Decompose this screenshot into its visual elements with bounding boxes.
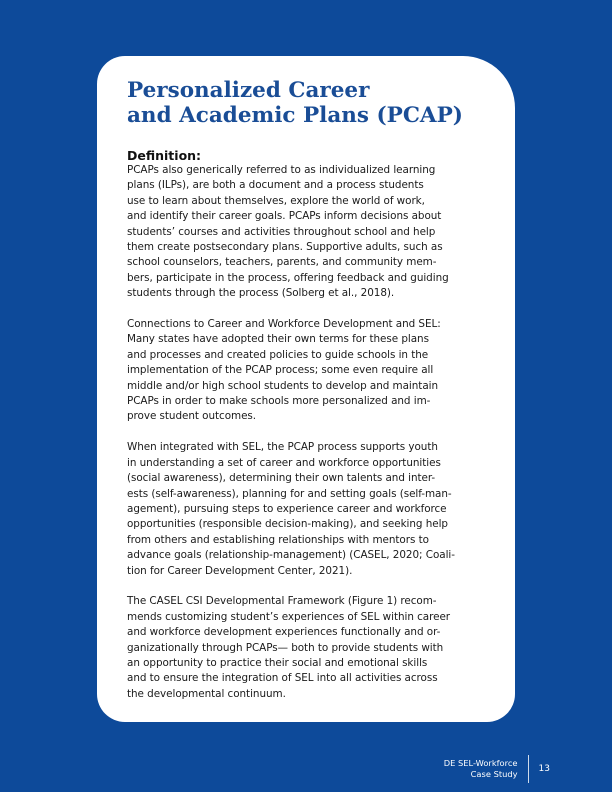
body-text xyxy=(127,163,511,718)
page-footer xyxy=(444,755,550,783)
paragraph-definition: PCAPs also generically referred to as individualized learning plans (ILPs), are both a document and a process students use to learn about themselves, explore the world of work, and identify their career goals. PCAPs inform decisions about students’ courses and activities throughout school and help them create postsecondary plans. Supportive adults, such as school counselors, teachers, parents, and community mem- bers, participate in the process, offering feedback and guiding students through the process (Solberg et al., 2018). xyxy=(127,164,449,300)
content-card xyxy=(97,56,515,722)
footer-divider xyxy=(528,755,529,783)
paragraph-sel-integration: When integrated with SEL, the PCAP process supports youth in understanding a set of career and workforce opportunities (social awareness), determining their own talents and inter- ests (self-awareness), planning for and setting goals (self-man- agement), pursuing steps to experience career and workforce opportunities (responsible decision-making), and seeking help from others and establishing relationships with mentors to advance goals (relationship-management) (CASEL, 2020; Coali- tion for Career Development Center, 2021). xyxy=(127,441,455,577)
page-number: 13 xyxy=(538,764,550,774)
paragraph-framework: The CASEL CSI Developmental Framework (Figure 1) recom- mends customizing student’s experiences of SEL within career and workforce development experiences functionally and or- ganizationally through PCAPs— both to provide students with an opportunity to practice their social and emotional skills and to ensure the integration of SEL into all activities across the developmental continuum. xyxy=(127,595,451,700)
footer-line-2: Case Study xyxy=(470,769,518,779)
page-title: Personalized Career and Academic Plans (PCAP) xyxy=(127,78,463,128)
footer-publication xyxy=(444,758,518,780)
footer-line-1: DE SEL-Workforce xyxy=(443,758,518,768)
definition-heading: Definition: xyxy=(127,148,202,163)
paragraph-connections: Connections to Career and Workforce Development and SEL: Many states have adopted their own terms for these plans and processes and created policies to guide schools in the implementation of the PCAP process; some even require all middle and/or high school students to develop and maintain PCAPs in order to make schools more personalized and im- prove student outcomes. xyxy=(127,318,441,423)
